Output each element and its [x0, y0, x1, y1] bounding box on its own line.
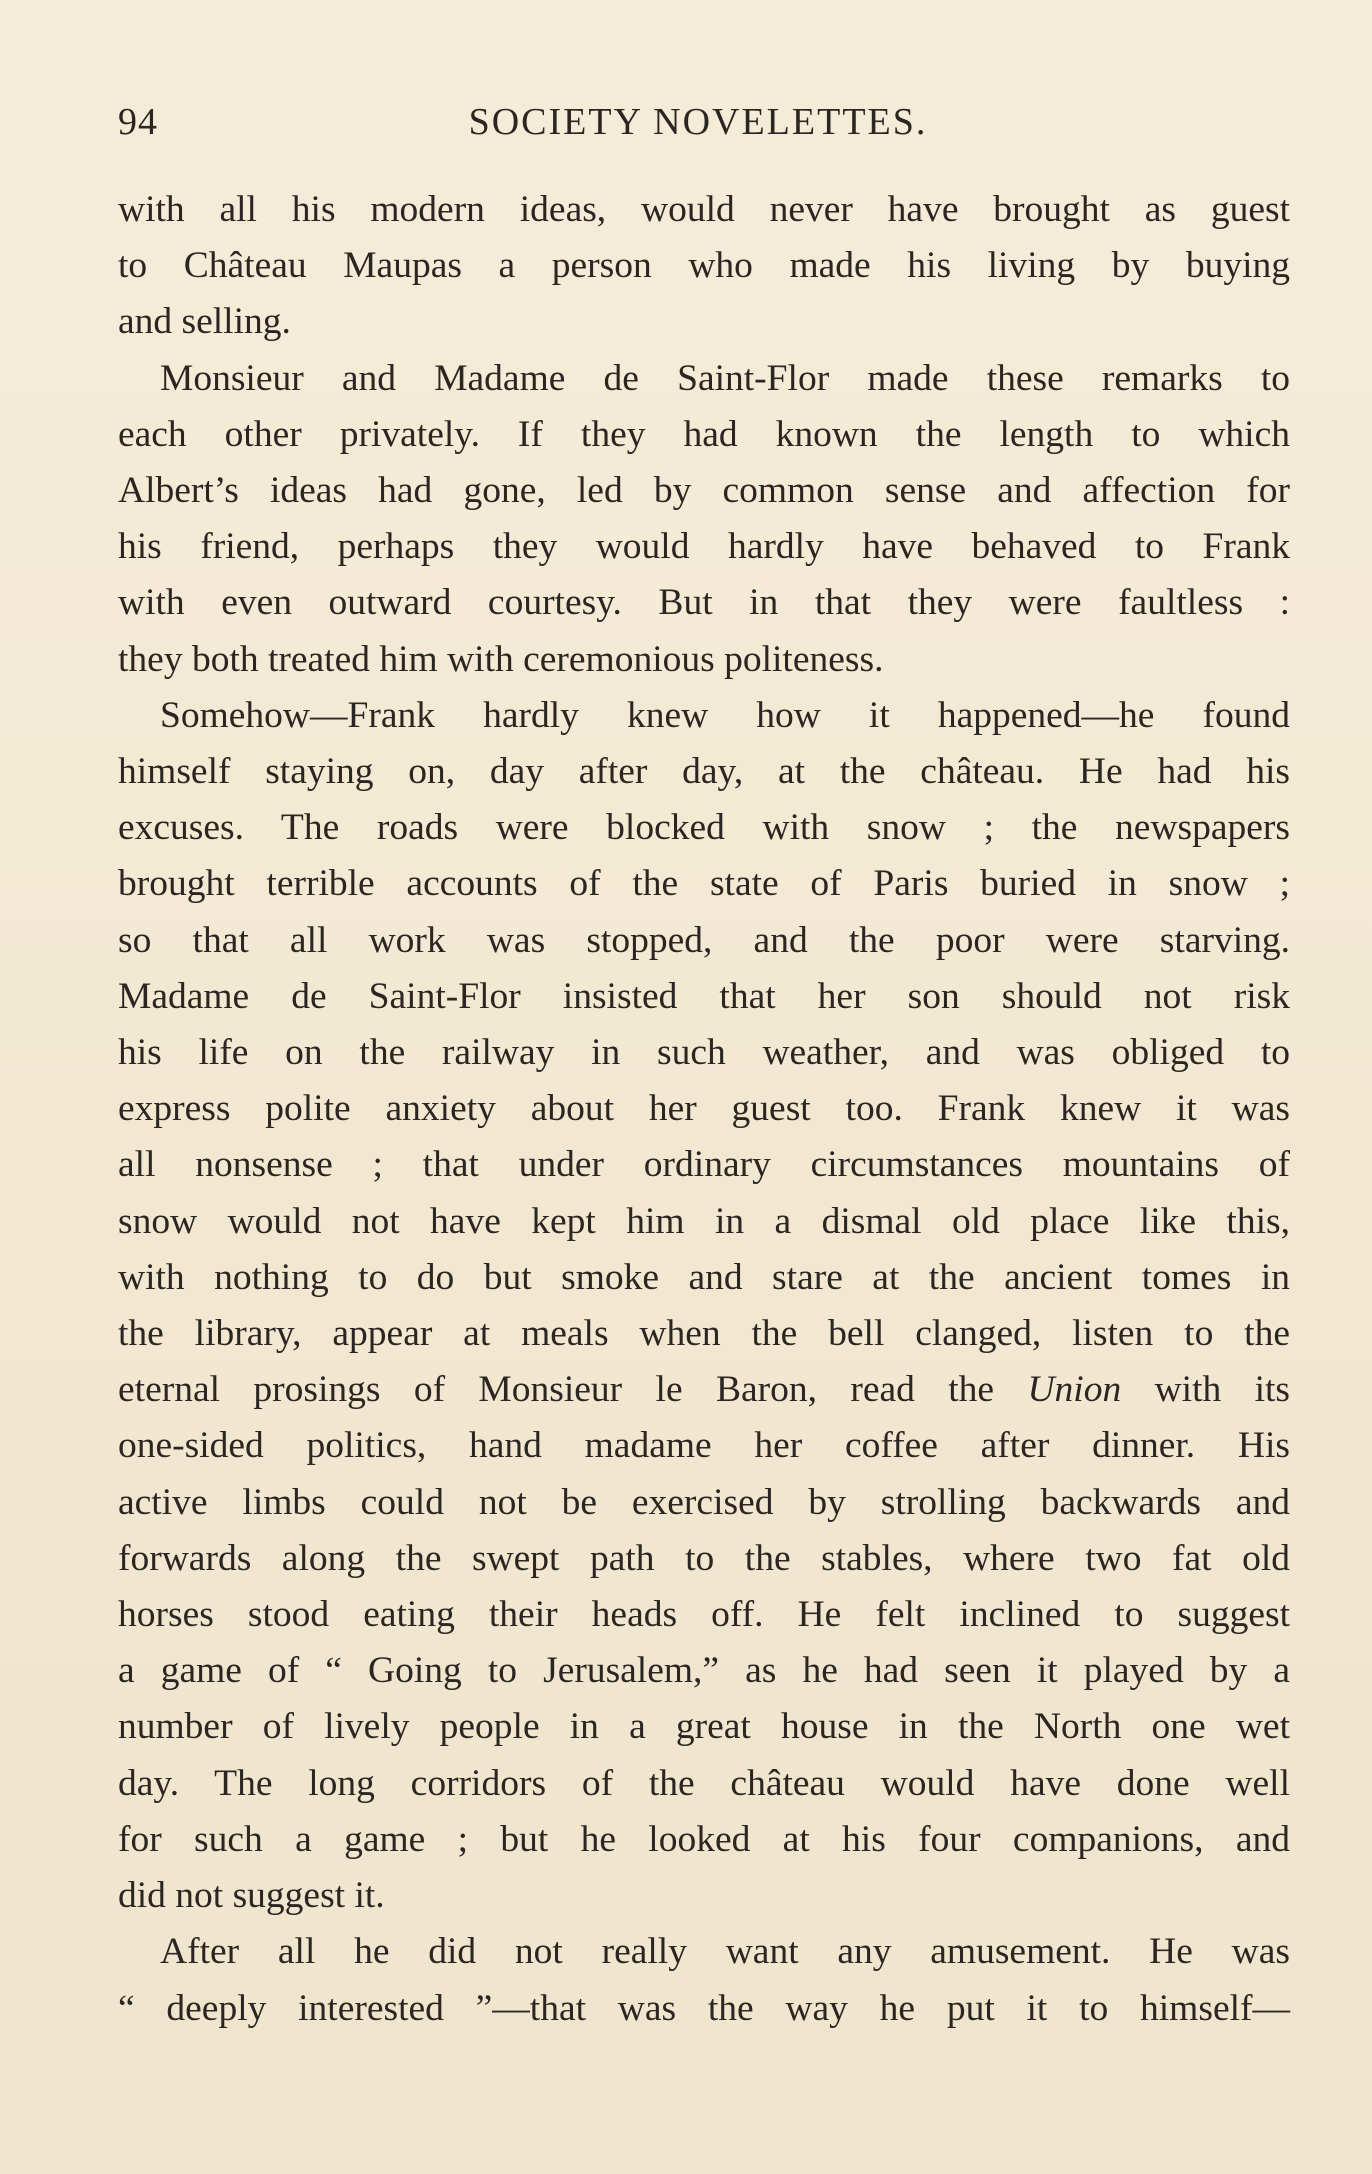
- body-text: [118, 182, 1290, 2037]
- text-line: himself staying on, day after day, at the château. He had his: [118, 751, 1290, 793]
- text-line: “ deeply interested ”—that was the way he put it to himself—: [118, 1987, 1290, 2029]
- text-line: express polite anxiety about her guest too. Frank knew it was: [118, 1088, 1290, 1130]
- text-line: number of lively people in a great house in the North one wet: [118, 1706, 1290, 1748]
- running-head: [118, 100, 1278, 148]
- paragraph-first-line: Somehow—Frank hardly knew how it happened—he found: [160, 694, 1290, 736]
- text-line: with all his modern ideas, would never have brought as guest: [118, 189, 1290, 230]
- text-segment: eternal prosings of Monsieur le Baron, read the: [118, 1369, 995, 1411]
- text-line: all nonsense ; that under ordinary circumstances mountains of: [118, 1144, 1290, 1186]
- text-line: Albert’s ideas had gone, led by common sense and affection for: [118, 470, 1290, 512]
- text-line: so that all work was stopped, and the poor were starving.: [118, 919, 1290, 961]
- text-line: Madame de Saint-Flor insisted that her son should not risk: [118, 975, 1290, 1017]
- text-line: horses stood eating their heads off. He felt inclined to suggest: [118, 1594, 1290, 1636]
- text-line: his friend, perhaps they would hardly have behaved to Frank: [118, 526, 1290, 568]
- text-line: forwards along the swept path to the stables, where two fat old: [118, 1537, 1290, 1579]
- newspaper-title: Union: [1027, 1369, 1122, 1411]
- text-line: his life on the railway in such weather, and was obliged to: [118, 1032, 1290, 1074]
- text-line: to Château Maupas a person who made his living by buying: [118, 245, 1290, 287]
- text-line: brought terrible accounts of the state of Paris buried in snow ;: [118, 863, 1290, 905]
- text-line: day. The long corridors of the château would have done well: [118, 1762, 1290, 1804]
- text-line: with even outward courtesy. But in that they were faultless :: [118, 582, 1290, 624]
- text-line: each other privately. If they had known the length to which: [118, 413, 1290, 455]
- paragraph-first-line: After all he did not really want any amusement. He was: [160, 1931, 1290, 1973]
- text-line: snow would not have kept him in a dismal old place like this,: [118, 1200, 1290, 1242]
- text-segment: with its: [1154, 1369, 1291, 1411]
- text-line: one-sided politics, hand madame her coffee after dinner. His: [118, 1425, 1290, 1467]
- text-line: excuses. The roads were blocked with snow ; the newspapers: [118, 807, 1290, 849]
- paragraph-first-line: Monsieur and Madame de Saint-Flor made these remarks to: [160, 357, 1290, 399]
- text-line: they both treated him with ceremonious politeness.: [118, 638, 884, 680]
- text-line: and selling.: [118, 301, 291, 343]
- text-line: with nothing to do but smoke and stare at the ancient tomes in: [118, 1256, 1290, 1298]
- text-line: the library, appear at meals when the bell clanged, listen to the: [118, 1313, 1290, 1355]
- text-line: a game of “ Going to Jerusalem,” as he had seen it played by a: [118, 1650, 1290, 1692]
- running-title: SOCIETY NOVELETTES.: [468, 101, 928, 143]
- text-line-with-italic-title: [118, 1362, 1290, 1418]
- text-line: active limbs could not be exercised by strolling backwards and: [118, 1481, 1290, 1523]
- page-number: 94: [118, 101, 158, 143]
- text-line: did not suggest it.: [118, 1875, 385, 1917]
- text-line: for such a game ; but he looked at his four companions, and: [118, 1818, 1290, 1860]
